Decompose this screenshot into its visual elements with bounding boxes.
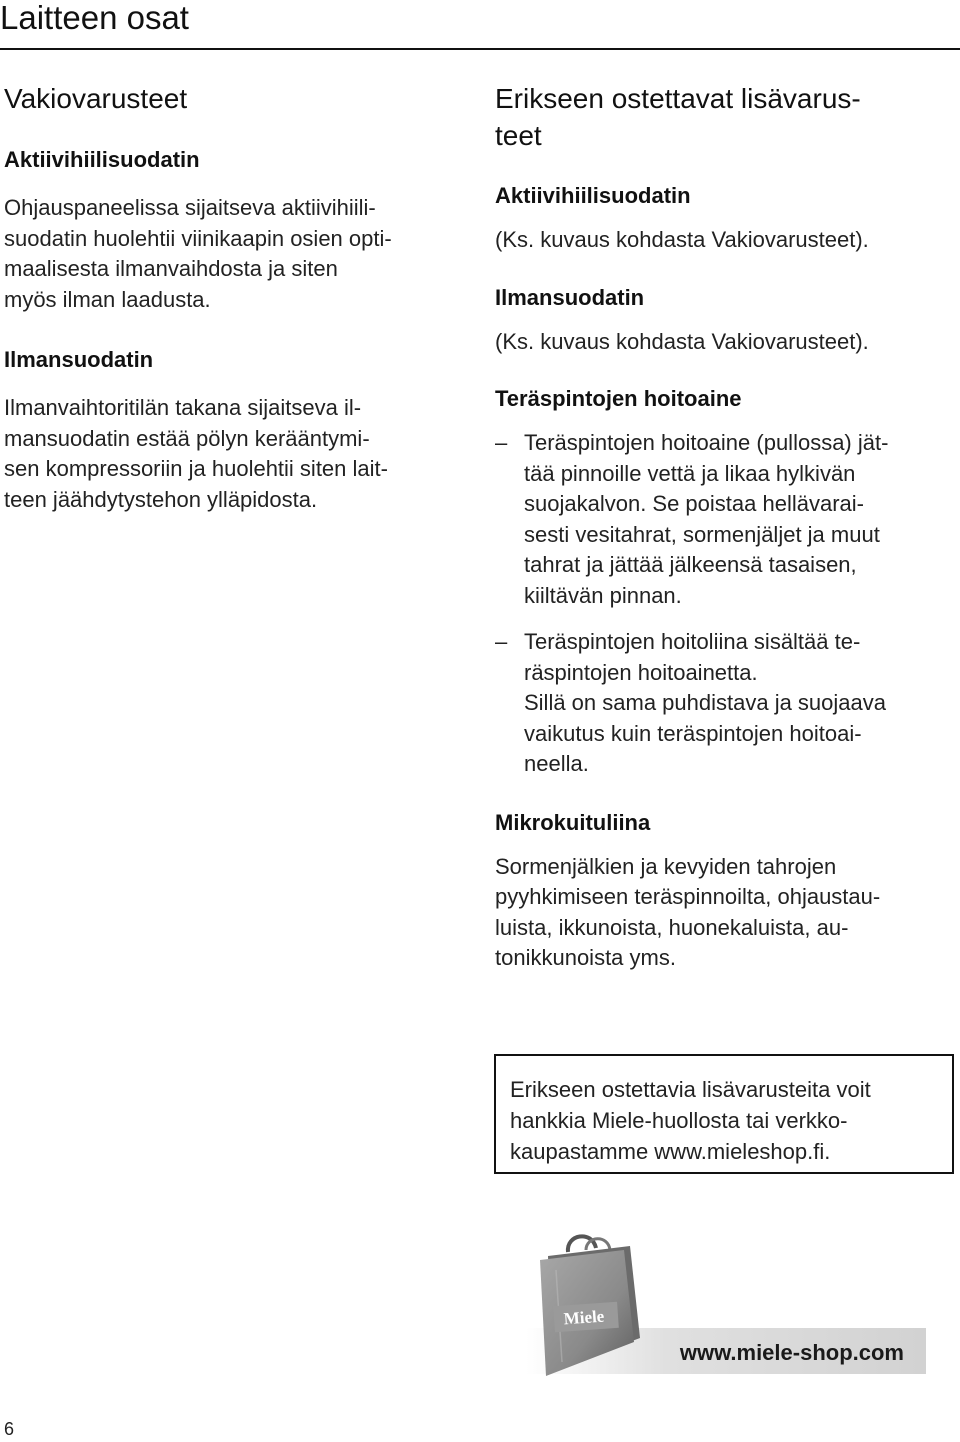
text-line: kiiltävän pinnan.: [524, 582, 682, 608]
right-column: [495, 80, 955, 1001]
text-line: Teräspintojen hoitoliina sisältää te-: [524, 629, 861, 654]
text-line: Teräspintojen hoitoaine (pullossa) jät-: [524, 430, 889, 455]
text-line: tahrat ja jättää jälkeensä tasaisen,: [524, 552, 857, 577]
text-line: teen jäähdytystehon ylläpidosta.: [4, 486, 318, 512]
text-line: hankkia Miele-huollosta tai verkko-: [510, 1108, 848, 1133]
text-line: sesti vesitahrat, sormenjäljet ja muut: [524, 521, 880, 547]
text-line: tonikkunoista yms.: [495, 945, 676, 970]
text-line: Ohjauspaneelissa sijaitseva aktiivihiili-: [4, 195, 376, 220]
right-heading: [495, 80, 955, 154]
title-rule: [0, 48, 960, 50]
text-line: (Ks. kuvaus kohdasta Vakiovarusteet).: [495, 328, 869, 354]
miele-shop-graphic: [526, 1230, 926, 1395]
page-number: 6: [4, 1419, 15, 1439]
right-paragraph-activated-carbon: [495, 225, 955, 256]
dash-bullet: –: [495, 629, 508, 654]
text-line: suodatin huolehtii viinikaapin osien opti-: [4, 225, 392, 251]
text-line: neella.: [524, 751, 589, 776]
right-subheading-activated-carbon: Aktiivihiilisuodatin: [495, 183, 691, 208]
list-item: [495, 428, 955, 611]
left-paragraph-activated-carbon: [4, 193, 454, 315]
text-line: maalisesta ilmanvaihdosta ja siten: [4, 256, 338, 281]
dash-bullet: –: [495, 430, 508, 455]
right-subheading-air-filter: Ilmansuodatin: [495, 284, 645, 310]
left-paragraph-air-filter: [4, 393, 454, 515]
text-line: tää pinnoille vettä ja likaa hylkivän: [524, 460, 856, 486]
right-paragraph-air-filter: [495, 327, 955, 358]
bag-handle: [586, 1239, 610, 1250]
text-line: suojakalvon. Se poistaa hellävarai-: [524, 491, 864, 516]
bag-brand-label: Miele: [563, 1306, 605, 1329]
left-subheading-activated-carbon: Aktiivihiilisuodatin: [4, 147, 200, 172]
text-line: kaupastamme www.mieleshop.fi.: [510, 1139, 831, 1164]
info-box: [494, 1054, 954, 1174]
text-line: sen kompressoriin ja huolehtii siten lait-: [4, 456, 388, 481]
text-line: Ilmanvaihtoritilän takana sijaitseva il-: [4, 395, 362, 420]
text-line: Sillä on sama puhdistava ja suojaava: [524, 690, 887, 715]
text-line: vaikutus kuin teräspintojen hoitoai-: [524, 720, 862, 746]
steel-care-list: [495, 428, 955, 780]
text-line: Erikseen ostettavia lisävarusteita voit: [510, 1077, 871, 1102]
page-title: Laitteen osat: [0, 0, 189, 36]
text-line: (Ks. kuvaus kohdasta Vakiovarusteet).: [495, 227, 869, 252]
shopping-bag-icon: [526, 1230, 926, 1395]
heading-line: Erikseen ostettavat lisävarus-: [495, 83, 861, 114]
right-subheading-microfibre: Mikrokuituliina: [495, 809, 651, 835]
text-line: pyyhkimiseen teräspinnoilta, ohjaustau-: [495, 884, 881, 909]
right-subheading-steel-care: Teräspintojen hoitoaine: [495, 386, 742, 411]
list-item: [495, 627, 955, 780]
text-line: Sormenjälkien ja kevyiden tahrojen: [495, 853, 837, 879]
left-column: [4, 80, 454, 545]
left-heading: Vakiovarusteet: [4, 83, 188, 114]
shop-url-text: www.miele-shop.com: [679, 1340, 904, 1365]
text-line: räspintojen hoitoainetta.: [524, 659, 758, 685]
text-line: luista, ikkunoista, huonekaluista, au-: [495, 914, 849, 940]
text-line: myös ilman laadusta.: [4, 286, 211, 312]
text-line: mansuodatin estää pölyn kerääntymi-: [4, 425, 370, 451]
heading-line: teet: [495, 120, 542, 151]
right-paragraph-microfibre: [495, 852, 955, 974]
left-subheading-air-filter: Ilmansuodatin: [4, 347, 154, 372]
